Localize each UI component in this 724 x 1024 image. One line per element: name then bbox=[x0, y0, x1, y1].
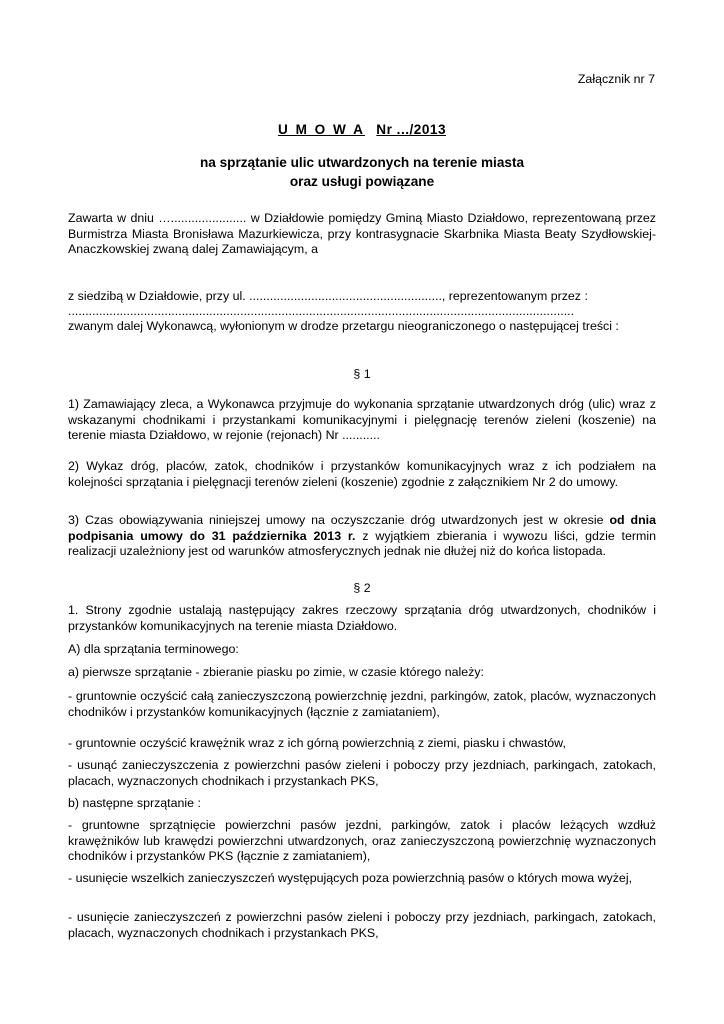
attachment-label: Załącznik nr 7 bbox=[577, 72, 655, 86]
umowa-heading: U M O W A bbox=[277, 122, 365, 137]
dots-line: ................................................................................................................................................... bbox=[68, 304, 575, 318]
section-1-point-1: 1) Zamawiający zleca, a Wykonawca przyjmuje do wykonania sprzątanie utwardzonych dróg (ulic) wraz z wskazanymi chodnikami i przystankami komunikacyjnymi i pielęgnację terenów zieleni (koszenie) na terenie miasta Działdowo, w rejonie (rejonach) Nr ........... bbox=[68, 397, 656, 442]
section-1-point-3 bbox=[68, 513, 656, 560]
contract-number: Nr .../2013 bbox=[376, 122, 447, 137]
section-2-b-heading: b) następne sprzątanie : bbox=[68, 796, 201, 810]
section-2-heading: § 2 bbox=[353, 581, 371, 595]
contract-subtitle-line1: na sprzątanie ulic utwardzonych na terenie miasta bbox=[199, 155, 525, 170]
section-2-point-1: 1. Strony zgodnie ustalają następujący zakres rzeczowy sprzątania dróg utwardzonych, chodników i przystanków komunikacyjnych na terenie miasta Działdowo. bbox=[68, 603, 656, 633]
section-2-a-heading: A) dla sprzątania terminowego: bbox=[68, 642, 239, 656]
contract-title bbox=[0, 122, 724, 138]
a-item-2: - gruntownie oczyścić krawężnik wraz z ich górną powierzchnią z ziemi, piasku i chwastów, bbox=[68, 736, 566, 750]
point-3-start: 3) Czas obowiązywania niniejszej umowy na oczyszczanie dróg utwardzonych jest w okresie bbox=[68, 513, 604, 527]
b-item-1: - gruntowne sprzątnięcie powierzchni pasów jezdni, parkingów, zatok i placów leżących wzdłuż krawężników lub krawędzi powierzchni utwardzonych, oraz zanieczyszczoną powierzchnię wyznaczonych chodników i przystanków PKS (łącznie z zamiataniem), bbox=[68, 818, 656, 863]
section-1-heading: § 1 bbox=[353, 367, 371, 381]
b-item-2: - usunięcie wszelkich zanieczyszczeń występujących poza powierzchnią pasów o których mowa wyżej, bbox=[68, 871, 633, 885]
contractor-address-line: z siedzibą w Działdowie, przy ul. ........................................................, reprezentowanym przez : bbox=[68, 289, 588, 303]
contractor-description: zwanym dalej Wykonawcą, wyłonionym w drodze przetargu nieograniczonego o następującej treści : bbox=[68, 319, 619, 333]
point-3-bold-date: od dnia podpisania umowy do 31 października 2013 r. bbox=[68, 513, 656, 543]
point-3-end: z wyjątkiem zbierania i wywozu liści, gdzie termin realizacji uzależniony jest od warunków atmosferycznych jednak nie dłużej niż do końca listopada. bbox=[68, 528, 656, 558]
a-item-3: - usunąć zanieczyszczenia z powierzchni pasów zieleni i poboczy przy jezdniach, parkingach, zatokach, placach, wyznaczonych chodnikach i przystankach PKS, bbox=[68, 758, 656, 788]
contract-subtitle-line2: oraz usługi powiązane bbox=[289, 174, 435, 189]
intro-paragraph: Zawarta w dniu …...................... w Działdowie pomiędzy Gminą Miasto Działdowo, reprezentowaną przez Burmistrza Miasta Bronisława Mazurkiewicza, przy kontrasygnacie Skarbnika Miasta Beaty Szydłowskiej-Anaczkowskiej zwaną dalej Zamawiającym, a bbox=[68, 211, 656, 256]
section-1-point-2: 2) Wykaz dróg, placów, zatok, chodników i przystanków komunikacyjnych wraz z ich podziałem na kolejności sprzątania i pielęgnacji terenów zieleni (koszenie) zgodnie z załącznikiem Nr 2 do umowy. bbox=[68, 459, 656, 489]
b-item-3: - usunięcie zanieczyszczeń z powierzchni pasów zieleni i poboczy przy jezdniach, parkingach, zatokach, placach, wyznaczonych chodnikach i przystankach PKS, bbox=[68, 910, 656, 940]
a-item-1: - gruntownie oczyścić całą zanieczyszczoną powierzchnię jezdni, parkingów, zatok, placów, wyznaczonych chodników i przystanków komunikacyjnych (łącznie z zamiataniem), bbox=[68, 689, 656, 719]
section-2-a-sub: a) pierwsze sprzątanie - zbieranie piasku po zimie, w czasie którego należy: bbox=[68, 665, 484, 679]
